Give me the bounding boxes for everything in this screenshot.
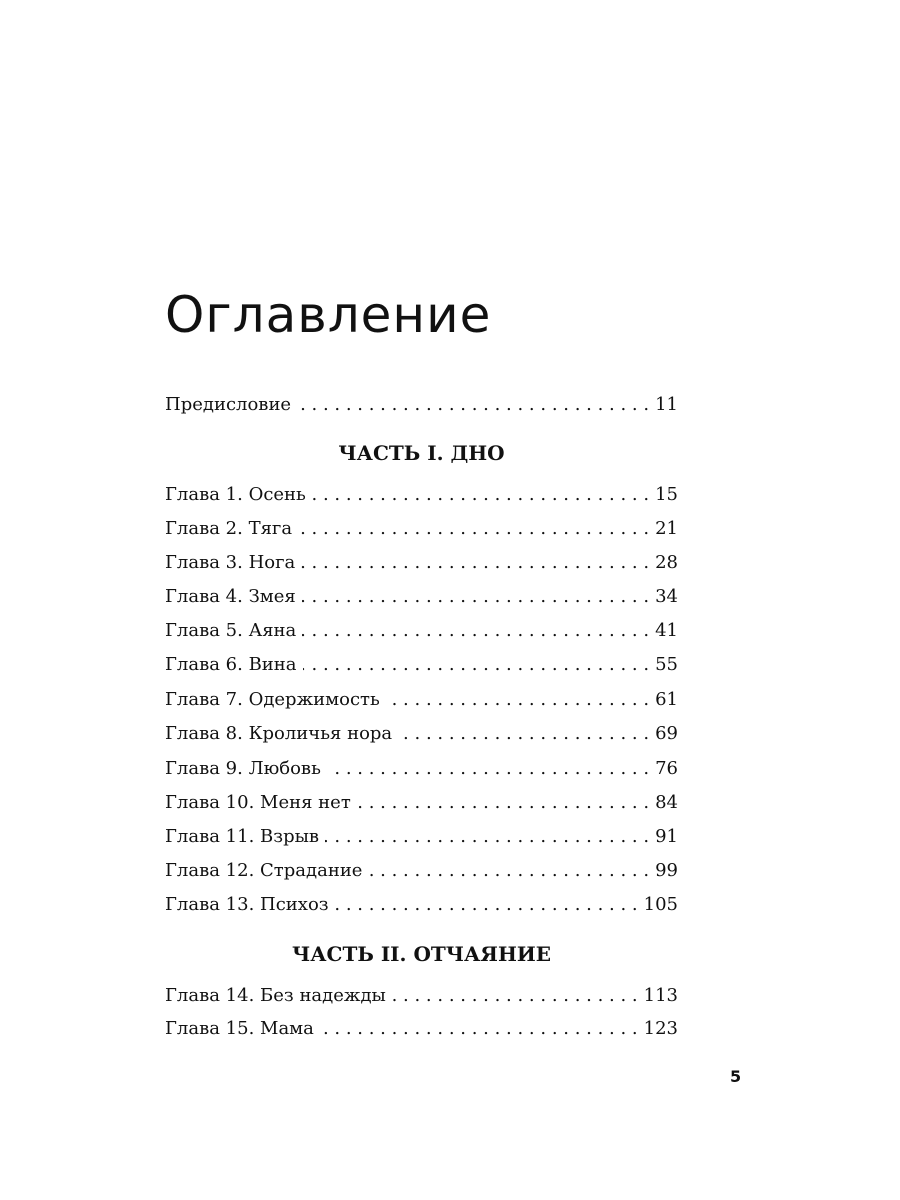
toc-entry-chapter-4 [165,585,678,609]
toc-entry-page: 61 [655,689,678,710]
toc-entry-preface [165,393,678,417]
toc-entry-title: Глава 6. Вина [165,654,297,675]
toc-entry-chapter-10 [165,791,678,815]
dot-leader [398,722,649,746]
dot-leader [327,757,649,781]
toc-entry-title: Глава 14. Без надежды [165,985,386,1006]
toc-entry-title: Глава 13. Психоз [165,894,329,915]
toc-entry-page: 76 [655,758,678,779]
toc-entry-chapter-12 [165,859,678,883]
toc-entry-page: 55 [655,654,678,675]
toc-entry-page: 41 [655,620,678,641]
toc-entry-page: 113 [643,985,678,1006]
toc-entry-chapter-13 [165,893,678,917]
toc-entry-page: 99 [655,860,678,881]
dot-leader [392,984,638,1008]
dot-leader [386,688,649,712]
toc-entry-chapter-14 [165,984,678,1008]
toc-entry-title: Глава 3. Нога [165,552,296,573]
dot-leader [303,653,650,677]
toc-entry-page: 91 [655,826,678,847]
page-title: Оглавление [165,286,492,344]
toc-entry-page: 11 [655,394,678,415]
toc-entry-chapter-3 [165,551,678,575]
toc-entry-chapter-2 [165,517,678,541]
dot-leader [301,551,649,575]
toc-entry-page: 69 [655,723,678,744]
toc-entry-chapter-1 [165,483,678,507]
dot-leader [325,825,649,849]
toc-entry-page: 28 [655,552,678,573]
toc-entry-title: Глава 4. Змея [165,586,296,607]
toc-entry-page: 34 [655,586,678,607]
toc-entry-title: Глава 8. Кроличья нора [165,723,393,744]
toc-entry-title: Глава 12. Страдание [165,860,363,881]
toc-entry-title: Глава 11. Взрыв [165,826,320,847]
toc-entry-title: Глава 10. Меня нет [165,792,351,813]
toc-entry-page: 105 [643,894,678,915]
toc-entry-chapter-15 [165,1017,678,1041]
toc-entry-chapter-11 [165,825,678,849]
dot-leader [357,791,649,815]
toc-entry-title: Глава 7. Одержимость [165,689,380,710]
part-heading-2: ЧАСТЬ II. ОТЧАЯНИЕ [292,942,551,966]
toc-entry-page: 123 [643,1018,678,1039]
part-heading-1: ЧАСТЬ I. ДНО [338,441,505,465]
toc-entry-chapter-9 [165,757,678,781]
toc-entry-chapter-8 [165,722,678,746]
toc-entry-title: Глава 15. Мама [165,1018,314,1039]
dot-leader [320,1017,638,1041]
toc-entry-chapter-7 [165,688,678,712]
toc-entry-page: 21 [655,518,678,539]
toc-entry-title: Глава 5. Аяна [165,620,297,641]
dot-leader [298,517,649,541]
toc-entry-page: 15 [655,484,678,505]
toc-entry-title: Предисловие [165,394,292,415]
toc-entry-title: Глава 9. Любовь [165,758,321,779]
toc-entry-page: 84 [655,792,678,813]
toc-entry-chapter-6 [165,653,678,677]
dot-leader [302,619,649,643]
toc-entry-chapter-5 [165,619,678,643]
toc-entry-title: Глава 2. Тяга [165,518,293,539]
dot-leader [297,393,649,417]
toc-entry-title: Глава 1. Осень [165,484,306,505]
dot-leader [302,585,649,609]
page-number: 5 [730,1067,742,1086]
dot-leader [335,893,638,917]
dot-leader [312,483,649,507]
dot-leader [368,859,649,883]
